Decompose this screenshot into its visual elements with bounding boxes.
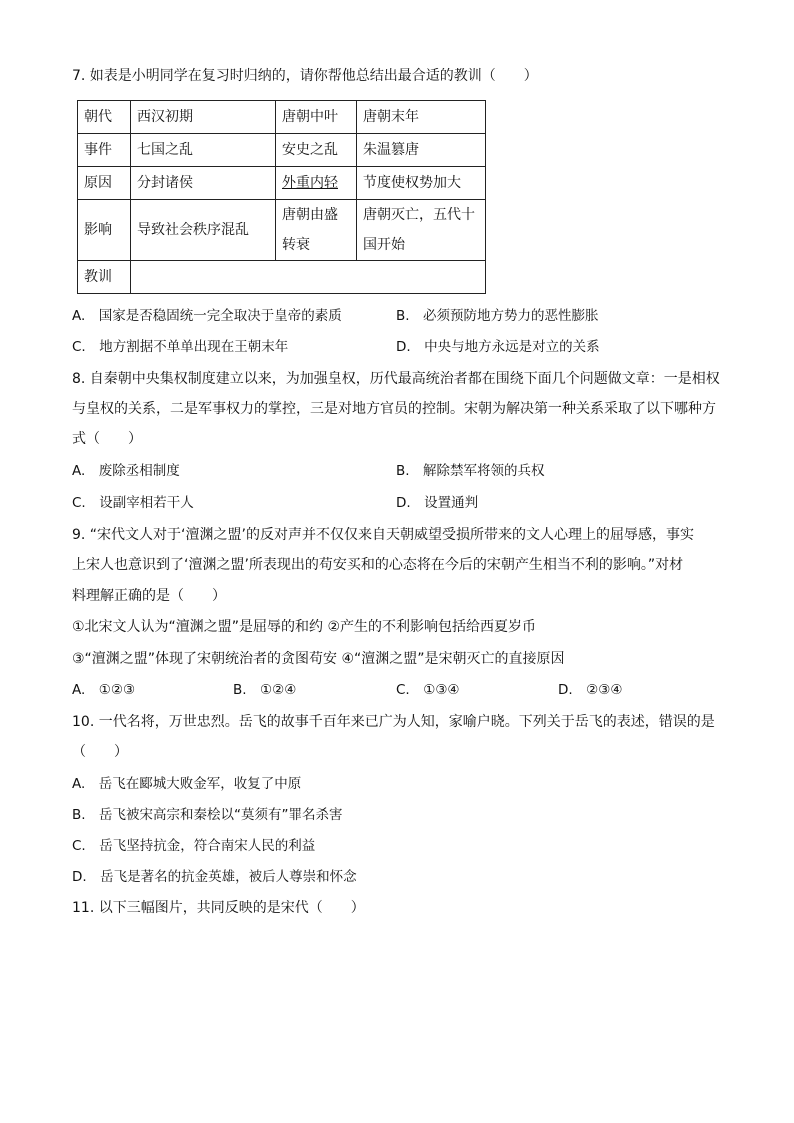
table-cell: 唐朝灭亡，五代十国开始	[357, 200, 486, 261]
table-row	[78, 200, 486, 261]
q7-option-c[interactable]: C. 地方割据不单单出现在王朝末年	[72, 339, 289, 355]
q7-option-a[interactable]: A. 国家是否稳固统一完全取决于皇帝的素质	[72, 308, 342, 324]
q10-option-c[interactable]: C. 岳飞坚持抗金，符合南宋人民的利益	[72, 838, 316, 854]
table-cell: 唐朝由盛转衰	[276, 200, 357, 261]
table-cell: 安史之乱	[276, 134, 357, 167]
q8-option-b[interactable]: B. 解除禁军将领的兵权	[396, 463, 545, 479]
table-cell: 西汉初期	[131, 101, 276, 134]
q8-stem-line-1: 8. 自秦朝中央集权制度建立以来，为加强皇权，历代最高统治者都在围绕下面几个问题做文章：一是相权	[72, 371, 720, 387]
table-cell: 分封诸侯	[131, 167, 276, 200]
q7-option-d[interactable]: D. 中央与地方永远是对立的关系	[396, 339, 600, 355]
table-cell: 唐朝末年	[357, 101, 486, 134]
q7-table	[77, 100, 486, 294]
q7-stem: 7. 如表是小明同学在复习时归纳的，请你帮他总结出最合适的教训（ ）	[72, 68, 538, 84]
table-cell: 导致社会秩序混乱	[131, 200, 276, 261]
q9-stem-line-2: 上宋人也意识到了‘澶渊之盟’所表现出的苟安买和的心态将在今后的宋朝产生相当不利的影响。”对材	[72, 557, 684, 573]
q9-option-b[interactable]: B. ①②④	[233, 682, 297, 698]
q8-stem-line-2: 与皇权的关系，二是军事权力的掌控，三是对地方官员的控制。宋朝为解决第一种关系采取了以下哪种方	[72, 401, 716, 417]
q9-option-a[interactable]: A. ①②③	[72, 682, 136, 698]
table-cell: 原因	[78, 167, 131, 200]
table-row	[78, 134, 486, 167]
q10-option-a[interactable]: A. 岳飞在郾城大败金军，收复了中原	[72, 776, 302, 792]
table-row	[78, 101, 486, 134]
q9-stem-line-3: 料理解正确的是（ ）	[72, 588, 226, 604]
q7-option-b[interactable]: B. 必须预防地方势力的恶性膨胀	[396, 308, 599, 324]
table-cell: 朝代	[78, 101, 131, 134]
q10-stem-line-2: （ ）	[72, 744, 128, 760]
table-cell: 影响	[78, 200, 131, 261]
table-cell: 外重内轻	[276, 167, 357, 200]
q8-stem-line-3: 式（ ）	[72, 431, 142, 447]
table-cell: 教训	[78, 261, 131, 294]
q8-option-a[interactable]: A. 废除丞相制度	[72, 463, 180, 479]
table-cell: 节度使权势加大	[357, 167, 486, 200]
q9-stem-line-1: 9. “宋代文人对于‘澶渊之盟’的反对声并不仅仅来自天朝威望受损所带来的文人心理上的屈辱感，事实	[72, 527, 694, 543]
table-cell: 朱温篡唐	[357, 134, 486, 167]
q9-statements-1-2: ①北宋文人认为“澶渊之盟”是屈辱的和约 ②产生的不利影响包括给西夏岁币	[72, 619, 537, 635]
table-row	[78, 167, 486, 200]
q10-option-b[interactable]: B. 岳飞被宋高宗和秦桧以“莫须有”罪名杀害	[72, 807, 343, 823]
table-cell: 七国之乱	[131, 134, 276, 167]
table-row	[78, 261, 486, 294]
q11-stem: 11. 以下三幅图片，共同反映的是宋代（ ）	[72, 900, 365, 916]
q8-option-d[interactable]: D. 设置通判	[396, 495, 479, 511]
q9-statements-3-4: ③“澶渊之盟”体现了宋朝统治者的贪图苟安 ④“澶渊之盟”是宋朝灭亡的直接原因	[72, 651, 565, 667]
q10-stem-line-1: 10. 一代名将，万世忠烈。岳飞的故事千百年来已广为人知，家喻户晓。下列关于岳飞的表述，错误的是	[72, 714, 715, 730]
table-cell: 事件	[78, 134, 131, 167]
q8-option-c[interactable]: C. 设副宰相若干人	[72, 495, 194, 511]
q9-option-d[interactable]: D. ②③④	[558, 682, 623, 698]
table-cell: 唐朝中叶	[276, 101, 357, 134]
q10-option-d[interactable]: D. 岳飞是著名的抗金英雄，被后人尊崇和怀念	[72, 869, 357, 885]
table-cell	[131, 261, 486, 294]
q9-option-c[interactable]: C. ①③④	[396, 682, 460, 698]
